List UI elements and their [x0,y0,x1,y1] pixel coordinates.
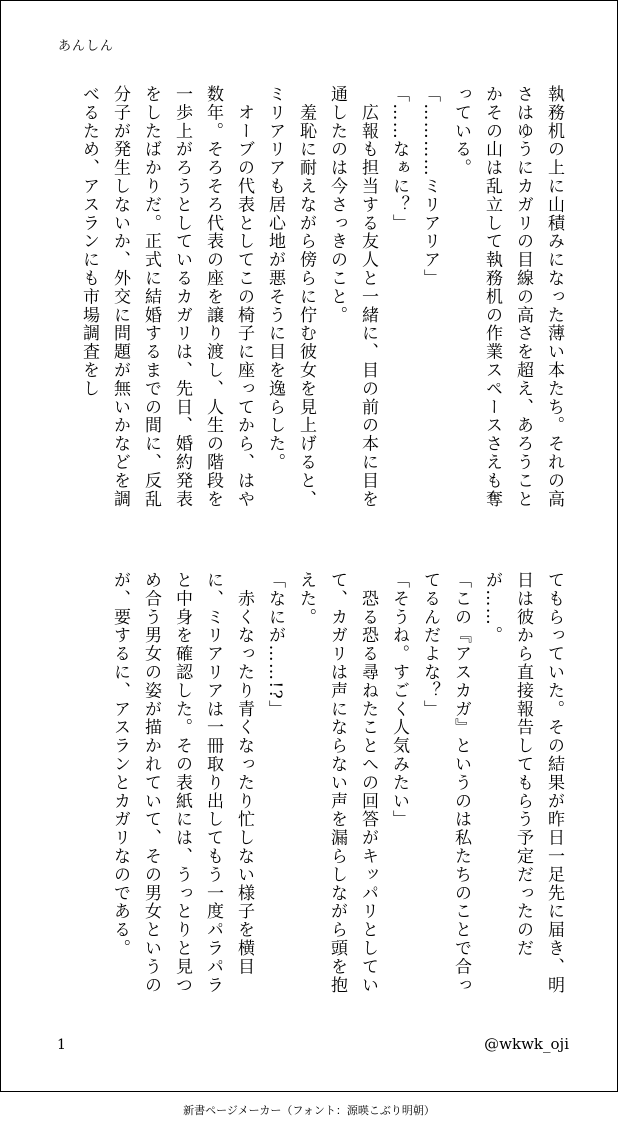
page-number: 1 [57,1037,66,1053]
author-handle: @wkwk_oji [484,1035,569,1053]
body-text-upper-block: 執務机の上に山積みになった薄い本たち。それの高さはゆうにカガリの目線の高さを超え、あろうことかその山は乱立して執務机の作業スペースさえも奪っている。 「…………ミリアリア」 「……なぁに？」 広報も担当する友人と一緒に、目の前の本に目を通したのは今さっきのこと。 羞恥に耐えながら傍らに佇む彼女を見上げると、ミリアリアも居心地が悪そうに目を逸らした。 オーブの代表としてこの椅子に座ってから、はや数年。そろそろ代表の座を譲り渡し、人生の階段を一歩上がろうとしているカガリは、先日、婚約発表をしたばかりだ。正式に結婚するまでの間に、反乱分子が発生しないか、外交に問題が無いかなどを調べるため、アスランにも市場調査をし [79,85,564,509]
body-text-lower-block: てもらっていた。その結果が昨日一足先に届き、明日は彼から直接報告してもらう予定だったのだが……。 「この『アスカガ』というのは私たちのことで合ってるんだよな？」 「そうね。すごく人気みたい」 恐る恐る尋ねたことへの回答がキッパリとしていて、カガリは声にならない声を漏らしながら頭を抱えた。 「なにが……!?」 赤くなったり青くなったり忙しない様子を横目に、ミリアリアは一冊取り出してもう一度パラパラと中身を確認した。その表紙には、うっとりと見つめ合う男女の姿が描かれていて、その男女というのが、要するに、アスランとカガリなのである。 [110,571,564,995]
generator-credit: 新書ページメーカー（フォント：源暎こぶり明朝） [183,1104,435,1117]
story-title: あんしん [58,39,115,54]
